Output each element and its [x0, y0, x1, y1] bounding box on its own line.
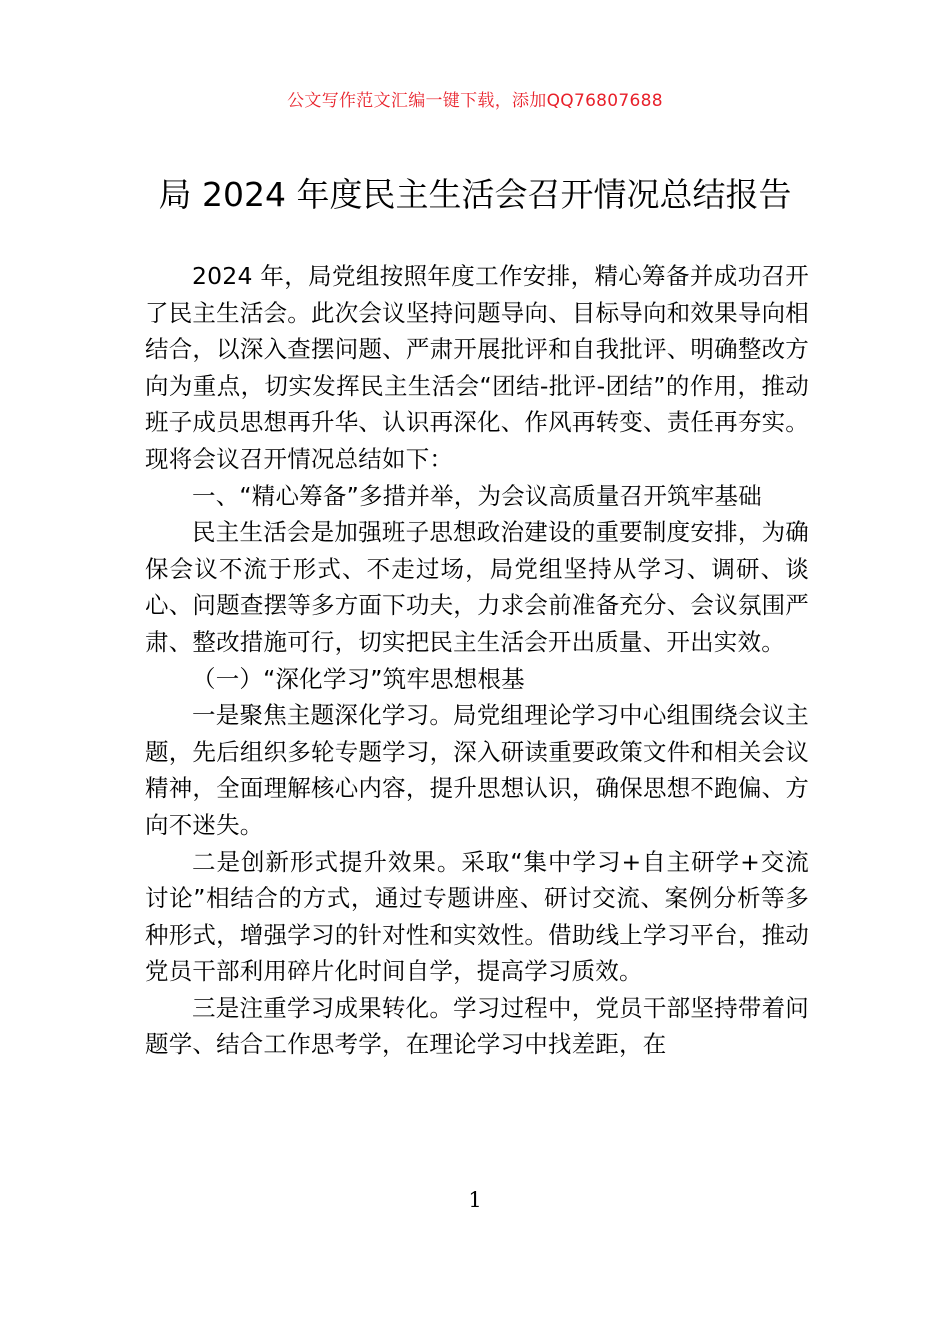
paragraph-point-2: 二是创新形式提升效果。采取“集中学习+自主研学+交流讨论”相结合的方式，通过专题讲座、研讨交流、案例分析等多种形式，增强学习的针对性和实效性。借助线上学习平台，推动党员干部利用碎片化时间自学，提高学习质效。: [145, 847, 809, 986]
document-title: 局 2024 年度民主生活会召开情况总结报告: [158, 175, 792, 214]
page-number: 1: [468, 1188, 482, 1212]
document-body: [145, 258, 809, 1063]
paragraph-point-1: 一是聚焦主题深化学习。局党组理论学习中心组围绕会议主题，先后组织多轮专题学习，深入研读重要政策文件和相关会议精神，全面理解核心内容，提升思想认识，确保思想不跑偏、方向不迷失。: [145, 701, 809, 839]
paragraph-section-1: 民主生活会是加强班子思想政治建设的重要制度安排，为确保会议不流于形式、不走过场，局党组坚持从学习、调研、谈心、问题查摆等多方面下功夫，力求会前准备充分、会议氛围严肃、整改措施可行，切实把民主生活会开出质量、开出实效。: [145, 518, 809, 656]
paragraph-intro: 2024 年，局党组按照年度工作安排，精心筹备并成功召开了民主生活会。此次会议坚持问题导向、目标导向和效果导向相结合，以深入查摆问题、严肃开展批评和自我批评、明确整改方向为重点，切实发挥民主生活会“团结-批评-团结”的作用，推动班子成员思想再升华、认识再深化、作风再转变、责任再夯实。现将会议召开情况总结如下：: [145, 262, 809, 473]
subsection-heading-1: （一）“深化学习”筑牢思想根基: [192, 664, 525, 693]
paragraph-point-3: 三是注重学习成果转化。学习过程中，党员干部坚持带着问题学、结合工作思考学，在理论学习中找差距，在: [145, 993, 809, 1059]
download-notice: 公文写作范文汇编一键下载，添加QQ76807688: [287, 91, 663, 111]
section-heading-1: 一、“精心筹备”多措并举，为会议高质量召开筑牢基础: [192, 481, 762, 510]
